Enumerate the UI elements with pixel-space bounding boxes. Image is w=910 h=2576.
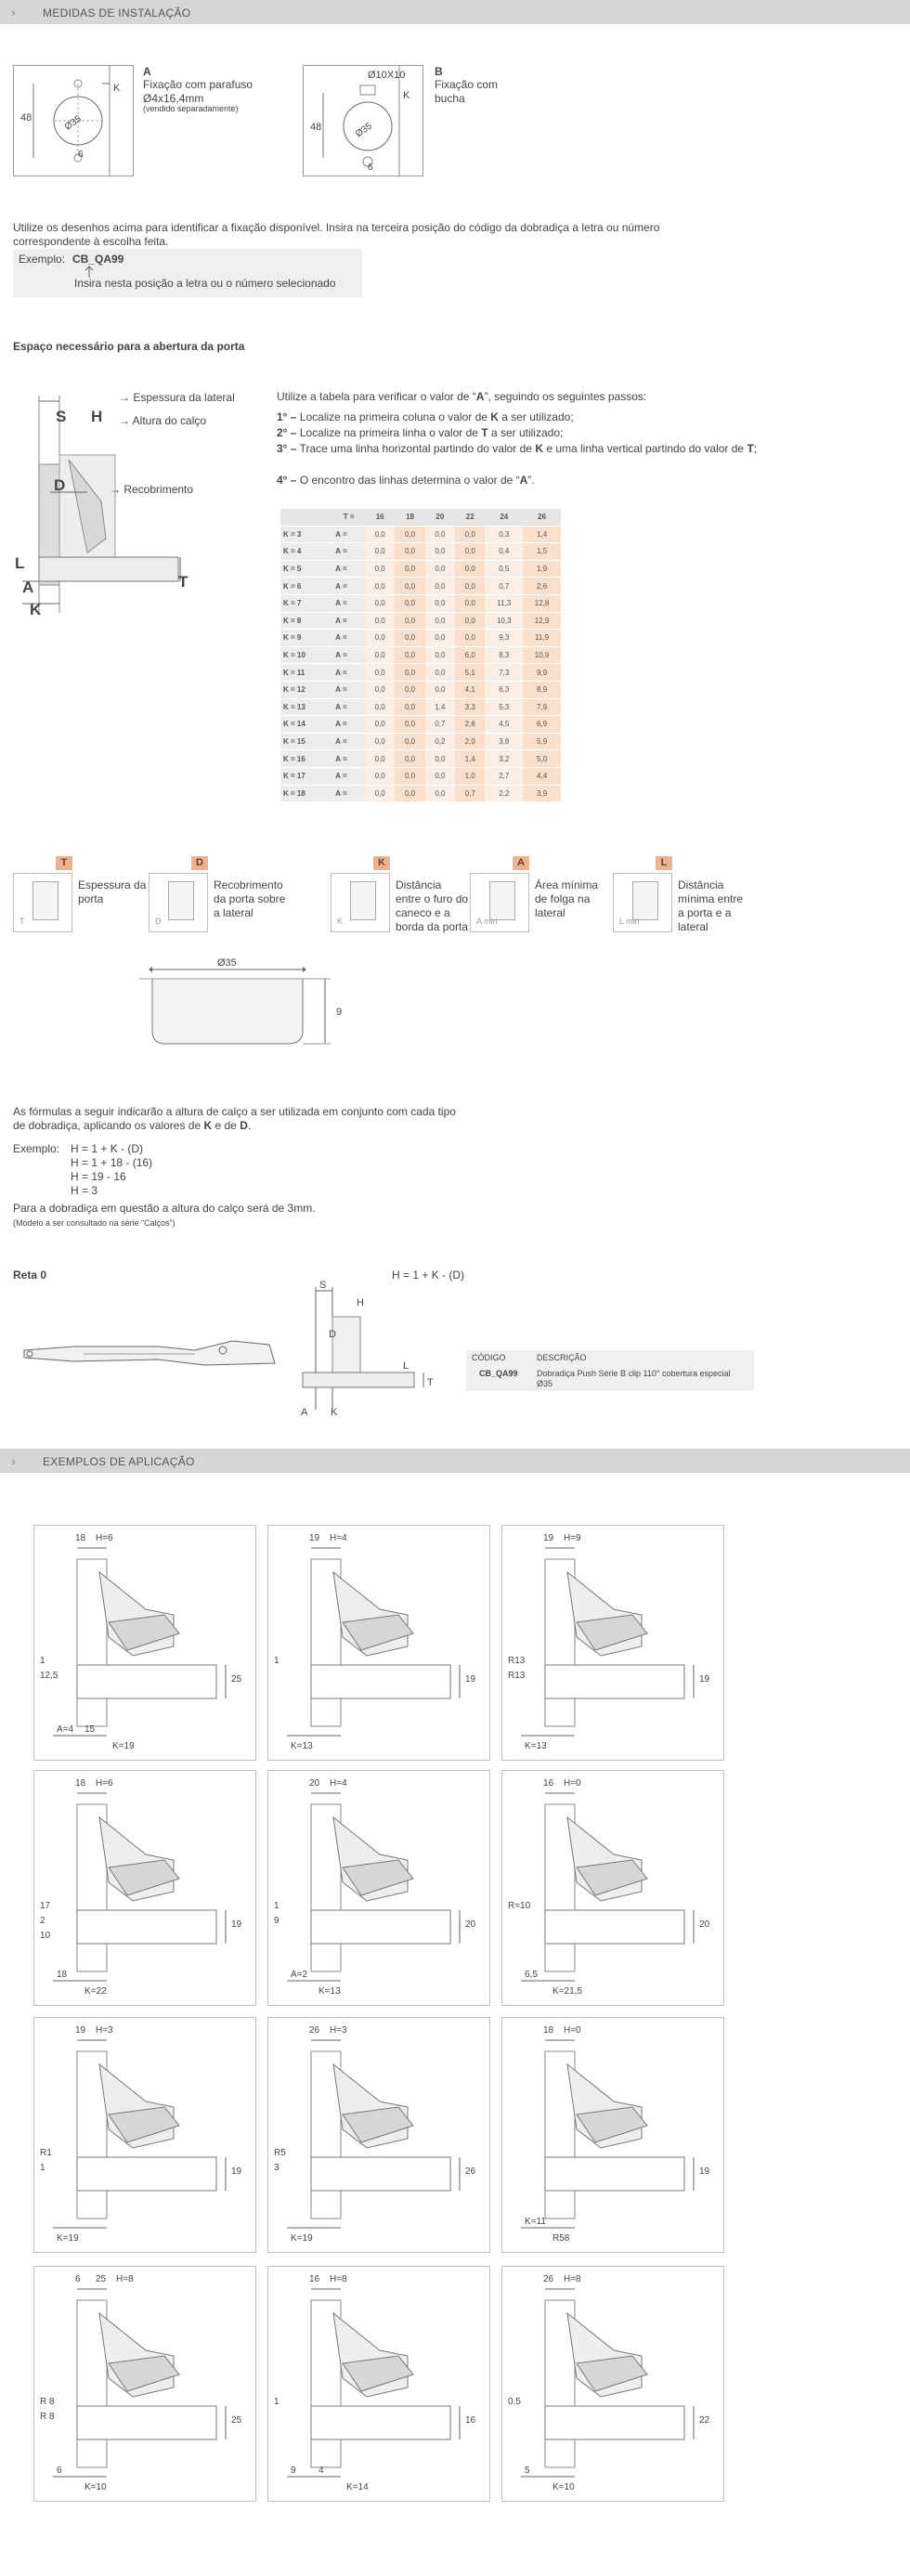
dim-top: 6 bbox=[75, 2274, 81, 2284]
table-row: K = 3 A = 0,0 0,0 0,0 0,0 0,3 1,4 bbox=[280, 526, 561, 543]
dim-k: K bbox=[403, 90, 410, 101]
dim-right: 19 bbox=[465, 1674, 476, 1685]
example-drawing bbox=[34, 2018, 255, 2252]
dim-top: 19 bbox=[75, 2025, 86, 2036]
table-row: K = 12 A = 0,0 0,0 0,0 4,1 6,3 8,9 bbox=[280, 681, 561, 698]
dim-bottom: K=10 bbox=[552, 2482, 575, 2492]
dim-top: 25 bbox=[96, 2274, 107, 2284]
dim-bottom: A=4 bbox=[57, 1724, 74, 1735]
label-K: K bbox=[30, 601, 42, 618]
dim-top: 19 bbox=[309, 1533, 320, 1543]
dim-left: 1 bbox=[274, 1656, 280, 1666]
formula-line: H = 1 + K - (D) bbox=[71, 1142, 144, 1155]
example-drawing bbox=[502, 2267, 723, 2501]
dim-left: R13 bbox=[508, 1671, 526, 1681]
table-row: K = 14 A = 0,0 0,0 0,7 2,6 4,5 6,9 bbox=[280, 716, 561, 734]
dim-left: 3 bbox=[274, 2163, 280, 2173]
legend-tag: A bbox=[513, 856, 529, 870]
formula-note: (Modelo a ser consultado na série “Calços”) bbox=[13, 1218, 176, 1228]
dim-left: R1 bbox=[40, 2148, 52, 2158]
legend-tag: K bbox=[373, 856, 390, 870]
dim-top: 18 bbox=[75, 1533, 86, 1543]
arrow-left-icon: → bbox=[119, 391, 130, 404]
fixation-a-drawing bbox=[13, 65, 134, 176]
dim-top: H=0 bbox=[564, 2025, 581, 2036]
example-drawing bbox=[502, 1526, 723, 1760]
example-frame bbox=[267, 1525, 490, 1761]
reta-H: H bbox=[357, 1297, 364, 1308]
dim-right: 16 bbox=[465, 2415, 476, 2426]
reta-K: K bbox=[331, 1407, 338, 1418]
dim-bottom: K=22 bbox=[84, 1986, 107, 1997]
example-frame bbox=[267, 2017, 490, 2253]
dim-top: 26 bbox=[309, 2025, 320, 2036]
reta-T: T bbox=[427, 1377, 434, 1388]
step-2: 2° – Localize na primeira linha o valor de T a ser utilizado; bbox=[277, 426, 564, 439]
table-row: K = 6 A = 0,0 0,0 0,0 0,0 0,7 2,6 bbox=[280, 578, 561, 595]
dim-bottom: K=19 bbox=[57, 2233, 79, 2244]
table-row: K = 13 A = 0,0 0,0 1,4 3,3 5,3 7,9 bbox=[280, 698, 561, 716]
reta-L: L bbox=[403, 1360, 410, 1372]
table-row: K = 8 A = 0,0 0,0 0,0 0,0 10,3 12,9 bbox=[280, 612, 561, 630]
legend-tag: L bbox=[656, 856, 672, 870]
fixation-b-letter: B bbox=[435, 65, 443, 78]
label-shim-height: → Altura do calço bbox=[119, 414, 207, 427]
cup-depth: 9 bbox=[336, 1007, 343, 1018]
dim-left: R13 bbox=[508, 1656, 526, 1666]
section-title: EXEMPLOS DE APLICAÇÃO bbox=[43, 1455, 195, 1468]
example-drawing bbox=[268, 1526, 489, 1760]
fixation-b-drawing bbox=[303, 65, 423, 176]
code-value: CB_QA99 bbox=[479, 1369, 518, 1378]
dim-left: 17 bbox=[40, 1901, 51, 1911]
dim-bottom: K=10 bbox=[84, 2482, 107, 2492]
formula-intro: As fórmulas a seguir indicarão a altura de calço a ser utilizada em conjunto com cada tipo de dobradiça, aplicando os valores de K e de D. bbox=[13, 1105, 456, 1132]
label-L: L bbox=[15, 554, 25, 572]
dim-bottom: K=13 bbox=[525, 1741, 547, 1751]
dim-left: 1 bbox=[274, 2397, 280, 2407]
legend-text: Distância mínima entre a porta e a lateral bbox=[678, 878, 744, 933]
label-D: D bbox=[54, 476, 66, 494]
dim-right: 19 bbox=[231, 2166, 242, 2177]
dim-48: 48 bbox=[310, 122, 322, 133]
section-header-examples bbox=[0, 1449, 910, 1473]
dim-bottom: K=21,5 bbox=[552, 1986, 582, 1997]
dim-48: 48 bbox=[20, 112, 32, 124]
legend-inner-label: A min bbox=[476, 917, 498, 926]
legend-icon-box bbox=[613, 873, 672, 932]
hinge-side-view bbox=[19, 1335, 288, 1373]
legend-tag: D bbox=[191, 856, 208, 870]
reta-D: D bbox=[329, 1329, 336, 1340]
code-table bbox=[466, 1350, 754, 1391]
reta-S: S bbox=[319, 1280, 327, 1291]
table-row: K = 7 A = 0,0 0,0 0,0 0,0 11,3 12,8 bbox=[280, 594, 561, 612]
dim-left: R5 bbox=[274, 2148, 286, 2158]
dim-top: 26 bbox=[543, 2274, 554, 2284]
example-frame bbox=[501, 1770, 724, 2006]
table-row: K = 5 A = 0,0 0,0 0,0 0,0 0,5 1,9 bbox=[280, 560, 561, 578]
dim-top: H=8 bbox=[564, 2274, 581, 2284]
dim-top: Ø10X10 bbox=[368, 70, 406, 81]
example-frame bbox=[267, 1770, 490, 2006]
dim-6: 6 bbox=[368, 163, 373, 173]
fixation-a-note: (vendido separadamente) bbox=[143, 104, 239, 113]
example-drawing bbox=[34, 1771, 255, 2005]
code-header: CÓDIGO bbox=[472, 1353, 506, 1362]
reta-title: Reta 0 bbox=[13, 1268, 47, 1281]
example-frame bbox=[501, 1525, 724, 1761]
dim-bottom: 9 bbox=[291, 2465, 296, 2476]
reta-install-diagram bbox=[293, 1280, 442, 1419]
dim-left: 0.5 bbox=[508, 2397, 521, 2407]
dim-k: K bbox=[113, 83, 121, 94]
dim-bottom: K=19 bbox=[291, 2233, 313, 2244]
example-frame bbox=[501, 2017, 724, 2253]
dim-diameter: Ø35 bbox=[62, 113, 84, 133]
table-row: K = 17 A = 0,0 0,0 0,0 1,0 2,7 4,4 bbox=[280, 767, 561, 785]
dim-left: 1 bbox=[274, 1901, 280, 1911]
legend-text: Área mínima de folga na lateral bbox=[535, 878, 599, 919]
dim-right: 20 bbox=[699, 1919, 710, 1930]
dim-top: 18 bbox=[543, 2025, 554, 2036]
table-header-row: T = 16 18 20 22 24 26 bbox=[280, 509, 561, 526]
dim-right: 19 bbox=[699, 1674, 710, 1685]
dim-right: 19 bbox=[699, 2166, 710, 2177]
example-drawing bbox=[268, 2267, 489, 2501]
legend-tag: T bbox=[56, 856, 72, 870]
dim-right: 25 bbox=[231, 1674, 242, 1685]
dim-bottom: K=19 bbox=[112, 1741, 135, 1751]
reta-formula: H = 1 + K - (D) bbox=[392, 1268, 465, 1281]
dim-6: 6 bbox=[78, 150, 84, 160]
dim-top: 16 bbox=[543, 1778, 554, 1789]
example-drawing bbox=[268, 2018, 489, 2252]
arrow-left-icon: → bbox=[119, 414, 130, 427]
dim-bottom: 18 bbox=[57, 1970, 68, 1980]
dim-top: 18 bbox=[75, 1778, 86, 1789]
legend-inner-label: K bbox=[337, 917, 344, 926]
table-row: K = 18 A = 0,0 0,0 0,0 0,7 2,2 3,9 bbox=[280, 785, 561, 802]
dim-top: H=4 bbox=[330, 1533, 347, 1543]
dim-right: 22 bbox=[699, 2415, 710, 2426]
dim-left: 2 bbox=[40, 1916, 46, 1926]
dim-top: H=9 bbox=[564, 1533, 581, 1543]
dim-bottom: 5 bbox=[525, 2465, 530, 2476]
dim-top: H=4 bbox=[330, 1778, 347, 1789]
legend-icon-box bbox=[149, 873, 208, 932]
dim-left: 9 bbox=[274, 1916, 280, 1926]
dim-bottom: R58 bbox=[552, 2233, 570, 2244]
legend-text: Recobrimento da porta sobre a lateral bbox=[214, 878, 286, 919]
label-A: A bbox=[22, 579, 34, 596]
label-T: T bbox=[178, 573, 188, 591]
dim-bottom: 6 bbox=[57, 2465, 62, 2476]
dim-top: H=0 bbox=[564, 1778, 581, 1789]
dim-left: 1 bbox=[40, 2163, 46, 2173]
dim-bottom: K=13 bbox=[291, 1741, 313, 1751]
reta-A: A bbox=[301, 1407, 308, 1418]
legend-icon-box bbox=[331, 873, 390, 932]
dim-left: R 8 bbox=[40, 2412, 55, 2422]
dim-right: 20 bbox=[465, 1919, 476, 1930]
table-row: K = 9 A = 0,0 0,0 0,0 0,0 9,3 11,9 bbox=[280, 630, 561, 647]
label-S: S bbox=[56, 408, 67, 425]
example-label: Exemplo: bbox=[19, 253, 66, 266]
dim-bottom: K=13 bbox=[318, 1986, 341, 1997]
legend-inner-label: T bbox=[20, 917, 25, 926]
step-4: 4° – O encontro das linhas determina o valor de “A”. bbox=[277, 474, 535, 487]
dim-top: H=6 bbox=[96, 1533, 113, 1543]
arrow-up-icon bbox=[84, 266, 95, 279]
formula-line: H = 1 + 18 - (16) bbox=[71, 1156, 153, 1169]
example-code: CB_QA99 bbox=[72, 253, 124, 266]
table-row: K = 10 A = 0,0 0,0 0,0 6,0 8,3 10,9 bbox=[280, 646, 561, 664]
dim-diameter: Ø35 bbox=[354, 121, 374, 140]
dim-bottom: 6,5 bbox=[525, 1970, 538, 1980]
fixation-b-title: Fixação com bucha bbox=[435, 78, 499, 105]
dim-top: 20 bbox=[309, 1778, 320, 1789]
intro-text: Utilize os desenhos acima para identificar a fixação disponível. Insira na terceira posição do código da dobradiça a letra ou número correspondente à escolha feita. bbox=[13, 221, 660, 248]
legend-icon-box bbox=[13, 873, 72, 932]
fixation-a-title: Fixação com parafuso Ø4x16,4mm bbox=[143, 78, 254, 105]
fixation-a-letter: A bbox=[143, 65, 151, 78]
dim-bottom: 15 bbox=[84, 1724, 96, 1735]
desc-header: DESCRIÇÃO bbox=[537, 1353, 587, 1362]
dim-bottom: A=2 bbox=[291, 1970, 308, 1980]
table-row: K = 15 A = 0,0 0,0 0,2 2,0 3,8 5,9 bbox=[280, 733, 561, 750]
dim-left: 10 bbox=[40, 1931, 51, 1941]
arrow-left-icon: → bbox=[110, 483, 121, 496]
dim-left: R=10 bbox=[508, 1901, 531, 1911]
formula-line: H = 3 bbox=[71, 1184, 98, 1197]
formula-line: H = 19 - 16 bbox=[71, 1170, 126, 1183]
dim-top: H=8 bbox=[116, 2274, 134, 2284]
label-H: H bbox=[91, 408, 103, 425]
space-title: Espaço necessário para a abertura da porta bbox=[13, 340, 245, 353]
dim-left: R 8 bbox=[40, 2397, 55, 2407]
chevron-right-icon: › bbox=[11, 5, 16, 20]
legend-icon-box bbox=[470, 873, 529, 932]
example-frame bbox=[501, 2266, 724, 2502]
cup-diameter: Ø35 bbox=[217, 957, 237, 969]
chevron-right-icon: › bbox=[11, 1453, 16, 1468]
dim-left: 1 bbox=[40, 1656, 46, 1666]
table-row: K = 4 A = 0,0 0,0 0,0 0,0 0,4 1,5 bbox=[280, 543, 561, 561]
label-overlay: → Recobrimento bbox=[110, 483, 194, 496]
formula-example-label: Exemplo: bbox=[13, 1142, 60, 1155]
dim-bottom: K=14 bbox=[346, 2482, 369, 2492]
step-1: 1° – Localize na primeira coluna o valor de K a ser utilizado; bbox=[277, 410, 574, 423]
legend-inner-label: D bbox=[155, 917, 162, 926]
example-frame bbox=[33, 2017, 256, 2253]
label-side-thickness: → Espessura da lateral bbox=[119, 391, 235, 404]
formula-result: Para a dobradiça em questão a altura do calço será de 3mm. bbox=[13, 1202, 316, 1215]
dim-top: H=8 bbox=[330, 2274, 347, 2284]
a-value-table bbox=[280, 509, 561, 802]
step-3: 3° – Trace uma linha horizontal partindo do valor de K e uma linha vertical partindo do valor de T; bbox=[277, 442, 758, 455]
instructions-title: Utilize a tabela para verificar o valor de “A”, seguindo os seguintes passos: bbox=[277, 390, 647, 403]
legend-inner-label: L min bbox=[619, 917, 640, 926]
table-row: K = 11 A = 0,0 0,0 0,0 5,1 7,3 9,9 bbox=[280, 664, 561, 682]
dim-bottom: 4 bbox=[318, 2465, 324, 2476]
dim-right: 25 bbox=[231, 2415, 242, 2426]
section-title: MEDIDAS DE INSTALAÇÃO bbox=[43, 7, 191, 20]
desc-value: Dobradiça Push Série B clip 110° cobertura especial Ø35 bbox=[537, 1369, 731, 1388]
example-hint: Insira nesta posição a letra ou o número selecionado bbox=[74, 277, 336, 290]
table-row: K = 16 A = 0,0 0,0 0,0 1,4 3,2 5,0 bbox=[280, 750, 561, 768]
dim-top: H=6 bbox=[96, 1778, 113, 1789]
dim-top: H=3 bbox=[96, 2025, 113, 2036]
dim-top: 19 bbox=[543, 1533, 554, 1543]
example-drawing bbox=[34, 2267, 255, 2501]
dim-bottom: K=11 bbox=[525, 2217, 546, 2227]
cup-section-drawing bbox=[139, 956, 362, 1059]
example-frame bbox=[33, 1525, 256, 1761]
dim-right: 26 bbox=[465, 2166, 476, 2177]
legend-text: Distância entre o furo do caneco e a borda da porta bbox=[396, 878, 469, 933]
dim-left: 12,5 bbox=[40, 1671, 58, 1681]
example-frame bbox=[33, 1770, 256, 2006]
example-frame bbox=[267, 2266, 490, 2502]
dim-top: H=3 bbox=[330, 2025, 347, 2036]
legend-text: Espessura da porta bbox=[78, 878, 147, 905]
dim-right: 19 bbox=[231, 1919, 242, 1930]
dim-top: 16 bbox=[309, 2274, 320, 2284]
section-header-install bbox=[0, 0, 910, 24]
example-frame bbox=[33, 2266, 256, 2502]
